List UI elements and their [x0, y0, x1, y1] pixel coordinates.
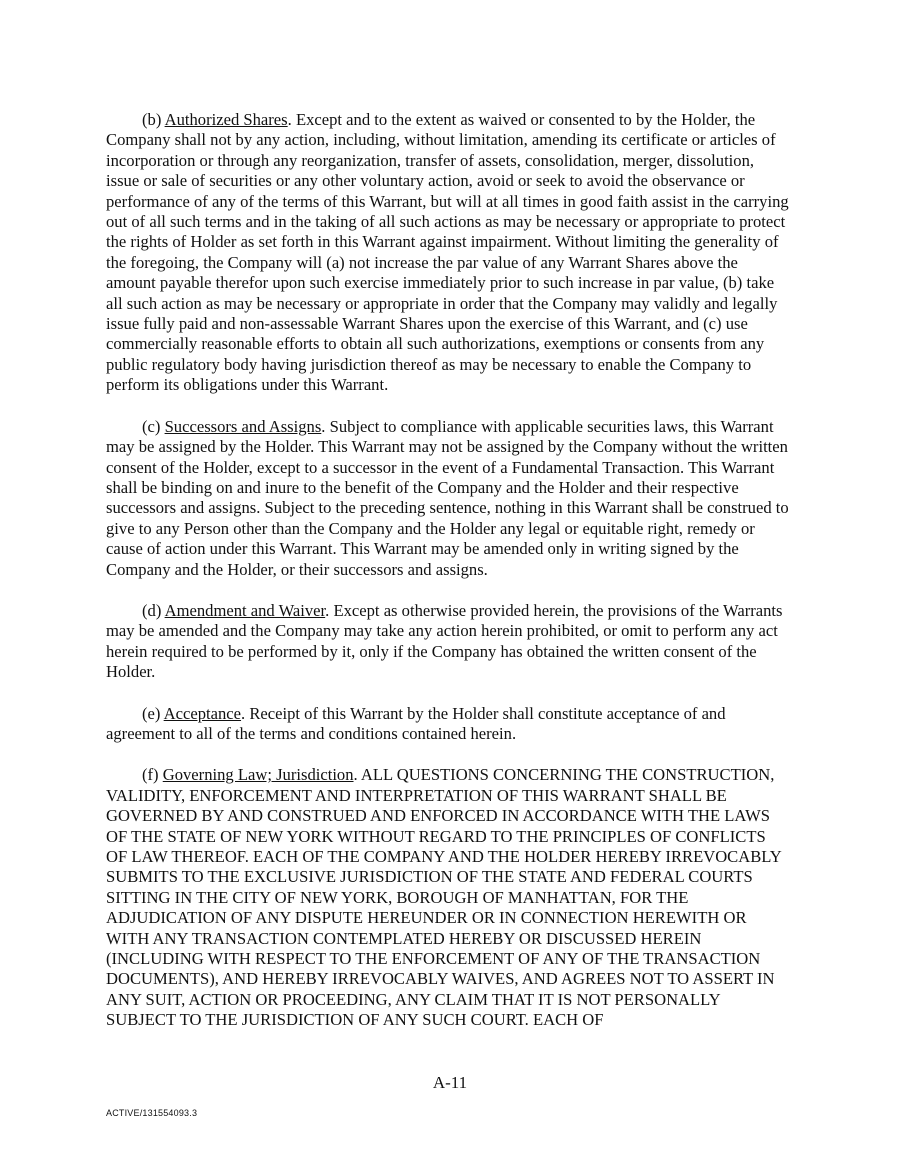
paragraph-text: ALL QUESTIONS CONCERNING THE CONSTRUCTION, VALIDITY, ENFORCEMENT AND INTERPRETATION OF THIS WARRANT SHALL BE GOVERNED BY AND CONSTRUED AND ENFORCED IN ACCORDANCE WITH THE LAWS OF THE STATE OF NEW YORK WITHOUT REGARD TO THE PRINCIPLES OF CONFLICTS OF LAW THEREOF. EACH OF THE COMPANY AND THE HOLDER HEREBY IRREVOCABLY SUBMITS TO THE EXCLUSIVE JURISDICTION OF THE STATE AND FEDERAL COURTS SITTING IN THE CITY OF NEW YORK, BOROUGH OF MANHATTAN, FOR THE ADJUDICATION OF ANY DISPUTE HEREUNDER OR IN CONNECTION HEREWITH OR WITH ANY TRANSACTION CONTEMPLATED HEREBY OR DISCUSSED HEREIN (INCLUDING WITH RESPECT TO THE ENFORCEMENT OF ANY OF THE TRANSACTION DOCUMENTS), AND HEREBY IRREVOCABLY WAIVES, AND AGREES NOT TO ASSERT IN ANY SUIT, ACTION OR PROCEEDING, ANY CLAIM THAT IT IS NOT PERSONALLY SUBJECT TO THE JURISDICTION OF ANY SUCH COURT. EACH OF [106, 765, 782, 1030]
paragraph-label: (e) [142, 703, 161, 723]
paragraph-acceptance: (e) Acceptance. Receipt of this Warrant by the Holder shall constitute acceptance of and agreement to all of the terms and conditions contained herein. [106, 703, 726, 743]
paragraph-authorized-shares: (b) Authorized Shares. Except and to the extent as waived or consented to by the Holder, the Company shall not by any action, including, without limitation, amending its certificate or articles of incorporation or through any reorganization, transfer of assets, consolidation, merger, dissolution, issue or sale of securities or any other voluntary action, avoid or seek to avoid the observance or performance of any of the terms of this Warrant, but will at all times in good faith assist in the carrying out of all such terms and in the taking of all such actions as may be necessary or appropriate to protect the rights of Holder as set forth in this Warrant against impairment. Without limiting the generality of the foregoing, the Company will (a) not increase the par value of any Warrant Shares above the amount payable therefor upon such exercise immediately prior to such increase in par value, (b) take all such action as may be necessary or appropriate in order that the Company may validly and legally issue fully paid and non-assessable Warrant Shares upon the exercise of this Warrant, and (c) use commercially reasonable efforts to obtain all such authorizations, exemptions or consents from any public regulatory body having jurisdiction thereof as may be necessary to enable the Company to perform its obligations under this Warrant. [106, 110, 789, 395]
paragraph-heading: Acceptance [163, 703, 242, 723]
paragraph-label: (f) [142, 765, 159, 785]
document-id: ACTIVE/131554093.3 [106, 1108, 198, 1118]
document-body [106, 110, 790, 1052]
paragraph-amendment-and-waiver: (d) Amendment and Waiver. Except as otherwise provided herein, the provisions of the Warrants may be amended and the Company may take any action herein prohibited, or omit to perform any act herein required to be performed by it, only if the Company has obtained the written consent of the Holder. [106, 600, 783, 682]
paragraph-successors-and-assigns: (c) Successors and Assigns. Subject to compliance with applicable securities laws, this Warrant may be assigned by the Holder. This Warrant may not be assigned by the Company without the written consent of the Holder, except to a successor in the event of a Fundamental Transaction. This Warrant shall be binding on and inure to the benefit of the Company and the Holder and their respective successors and assigns. Subject to the preceding sentence, nothing in this Warrant shall be construed to give to any Person other than the Company and the Holder any legal or equitable right, remedy or cause of action under this Warrant. This Warrant may be amended only in writing signed by the Company and the Holder, or their successors and assigns. [106, 416, 789, 579]
paragraph-label: (c) [142, 416, 161, 436]
paragraph-label: (b) [142, 110, 162, 129]
paragraph-heading: Amendment and Waiver [164, 600, 326, 620]
paragraph-heading: Successors and Assigns [164, 416, 322, 436]
paragraph-heading: Authorized Shares [164, 110, 288, 129]
paragraph-text: Subject to compliance with applicable securities laws, this Warrant may be assigned by the Holder. This Warrant may not be assigned by the Company without the written consent of the Holder, except to a successor in the event of a Fundamental Transaction. This Warrant shall be binding on and inure to the benefit of the Company and the Holder and their respective successors and assigns. Subject to the preceding sentence, nothing in this Warrant shall be construed to give to any Person other than the Company and the Holder any legal or equitable right, remedy or cause of action under this Warrant. This Warrant may be amended only in writing signed by the Company and the Holder, or their successors and assigns. [106, 416, 789, 579]
paragraph-text: Except as otherwise provided herein, the provisions of the Warrants may be amended and the Company may take any action herein prohibited, or omit to perform any act herein required to be performed by it, only if the Company has obtained the written consent of the Holder. [106, 600, 783, 682]
paragraph-text: Except and to the extent as waived or consented to by the Holder, the Company shall not by any action, including, without limitation, amending its certificate or articles of incorporation or through any reorganization, transfer of assets, consolidation, merger, dissolution, issue or sale of securities or any other voluntary action, avoid or seek to avoid the observance or performance of any of the terms of this Warrant, but will at all times in good faith assist in the carrying out of all such terms and in the taking of all such actions as may be necessary or appropriate to protect the rights of Holder as set forth in this Warrant against impairment. Without limiting the generality of the foregoing, the Company will (a) not increase the par value of any Warrant Shares above the amount payable therefor upon such exercise immediately prior to such increase in par value, (b) take all such action as may be necessary or appropriate in order that the Company may validly and legally issue fully paid and non-assessable Warrant Shares upon the exercise of this Warrant, and (c) use commercially reasonable efforts to obtain all such authorizations, exemptions or consents from any public regulatory body having jurisdiction thereof as may be necessary to enable the Company to perform its obligations under this Warrant. [106, 110, 789, 395]
paragraph-heading: Governing Law; Jurisdiction [162, 765, 354, 785]
paragraph-governing-law: (f) Governing Law; Jurisdiction. ALL QUESTIONS CONCERNING THE CONSTRUCTION, VALIDITY, ENFORCEMENT AND INTERPRETATION OF THIS WARRANT SHALL BE GOVERNED BY AND CONSTRUED AND ENFORCED IN ACCORDANCE WITH THE LAWS OF THE STATE OF NEW YORK WITHOUT REGARD TO THE PRINCIPLES OF CONFLICTS OF LAW THEREOF. EACH OF THE COMPANY AND THE HOLDER HEREBY IRREVOCABLY SUBMITS TO THE EXCLUSIVE JURISDICTION OF THE STATE AND FEDERAL COURTS SITTING IN THE CITY OF NEW YORK, BOROUGH OF MANHATTAN, FOR THE ADJUDICATION OF ANY DISPUTE HEREUNDER OR IN CONNECTION HEREWITH OR WITH ANY TRANSACTION CONTEMPLATED HEREBY OR DISCUSSED HEREIN (INCLUDING WITH RESPECT TO THE ENFORCEMENT OF ANY OF THE TRANSACTION DOCUMENTS), AND HEREBY IRREVOCABLY WAIVES, AND AGREES NOT TO ASSERT IN ANY SUIT, ACTION OR PROCEEDING, ANY CLAIM THAT IT IS NOT PERSONALLY SUBJECT TO THE JURISDICTION OF ANY SUCH COURT. EACH OF [106, 765, 782, 1030]
paragraph-text: Receipt of this Warrant by the Holder shall constitute acceptance of and agreement to all of the terms and conditions contained herein. [106, 703, 726, 743]
page-number: A-11 [432, 1073, 468, 1092]
paragraph-label: (d) [142, 600, 162, 620]
